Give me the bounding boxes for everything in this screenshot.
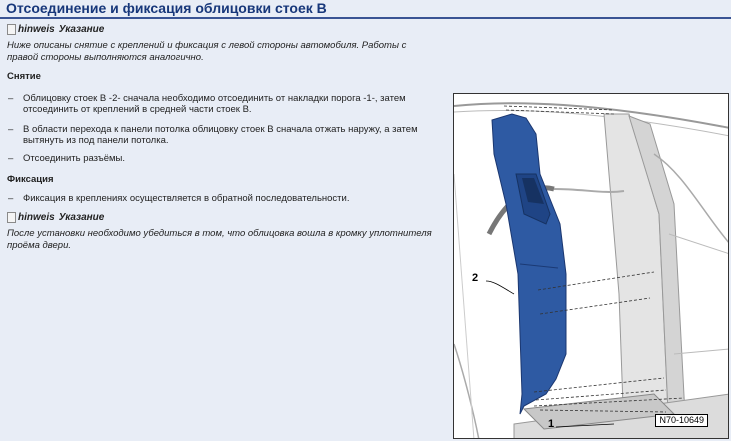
b-pillar-trim-illustration [453, 93, 729, 439]
note-header [7, 212, 104, 223]
figure-id: N70-10649 [655, 414, 708, 427]
note-label: Указание [58, 24, 105, 35]
note-label: Указание [58, 212, 105, 223]
note-header [7, 24, 104, 35]
list-item: – Фиксация в креплениях осуществляется в обратной последовательности. [8, 193, 350, 204]
note-text: Ниже описаны снятие с креплений и фиксация с левой стороны автомобиля. Работы с правой стороны выполняются аналогично. [7, 40, 407, 63]
hinweis-icon: hinweis [7, 24, 55, 35]
list-item: – В области перехода к панели потолка облицовку стоек B сначала отжать наружу, а затем вытянуть из под панели потолка. [8, 124, 418, 146]
illustration-drawing [454, 94, 729, 439]
note-text: После установки необходимо убедиться в том, что облицовка вошла в кромку уплотнителя проёма двери. [7, 228, 432, 251]
section-heading-fixing: Фиксация [7, 174, 54, 185]
page-title: Отсоединение и фиксация облицовки стоек B [6, 0, 327, 16]
callout-2: 2 [472, 272, 479, 284]
title-divider [0, 17, 731, 19]
hinweis-icon: hinweis [7, 212, 55, 223]
callout-1: 1 [548, 418, 555, 430]
list-item: – Отсоединить разъёмы. [8, 153, 126, 164]
list-item: – Облицовку стоек B -2- сначала необходимо отсоединить от накладки порога -1-, затем отсоединить от креплений в средней части стоек B. [8, 93, 406, 115]
section-heading-removal: Снятие [7, 71, 41, 82]
